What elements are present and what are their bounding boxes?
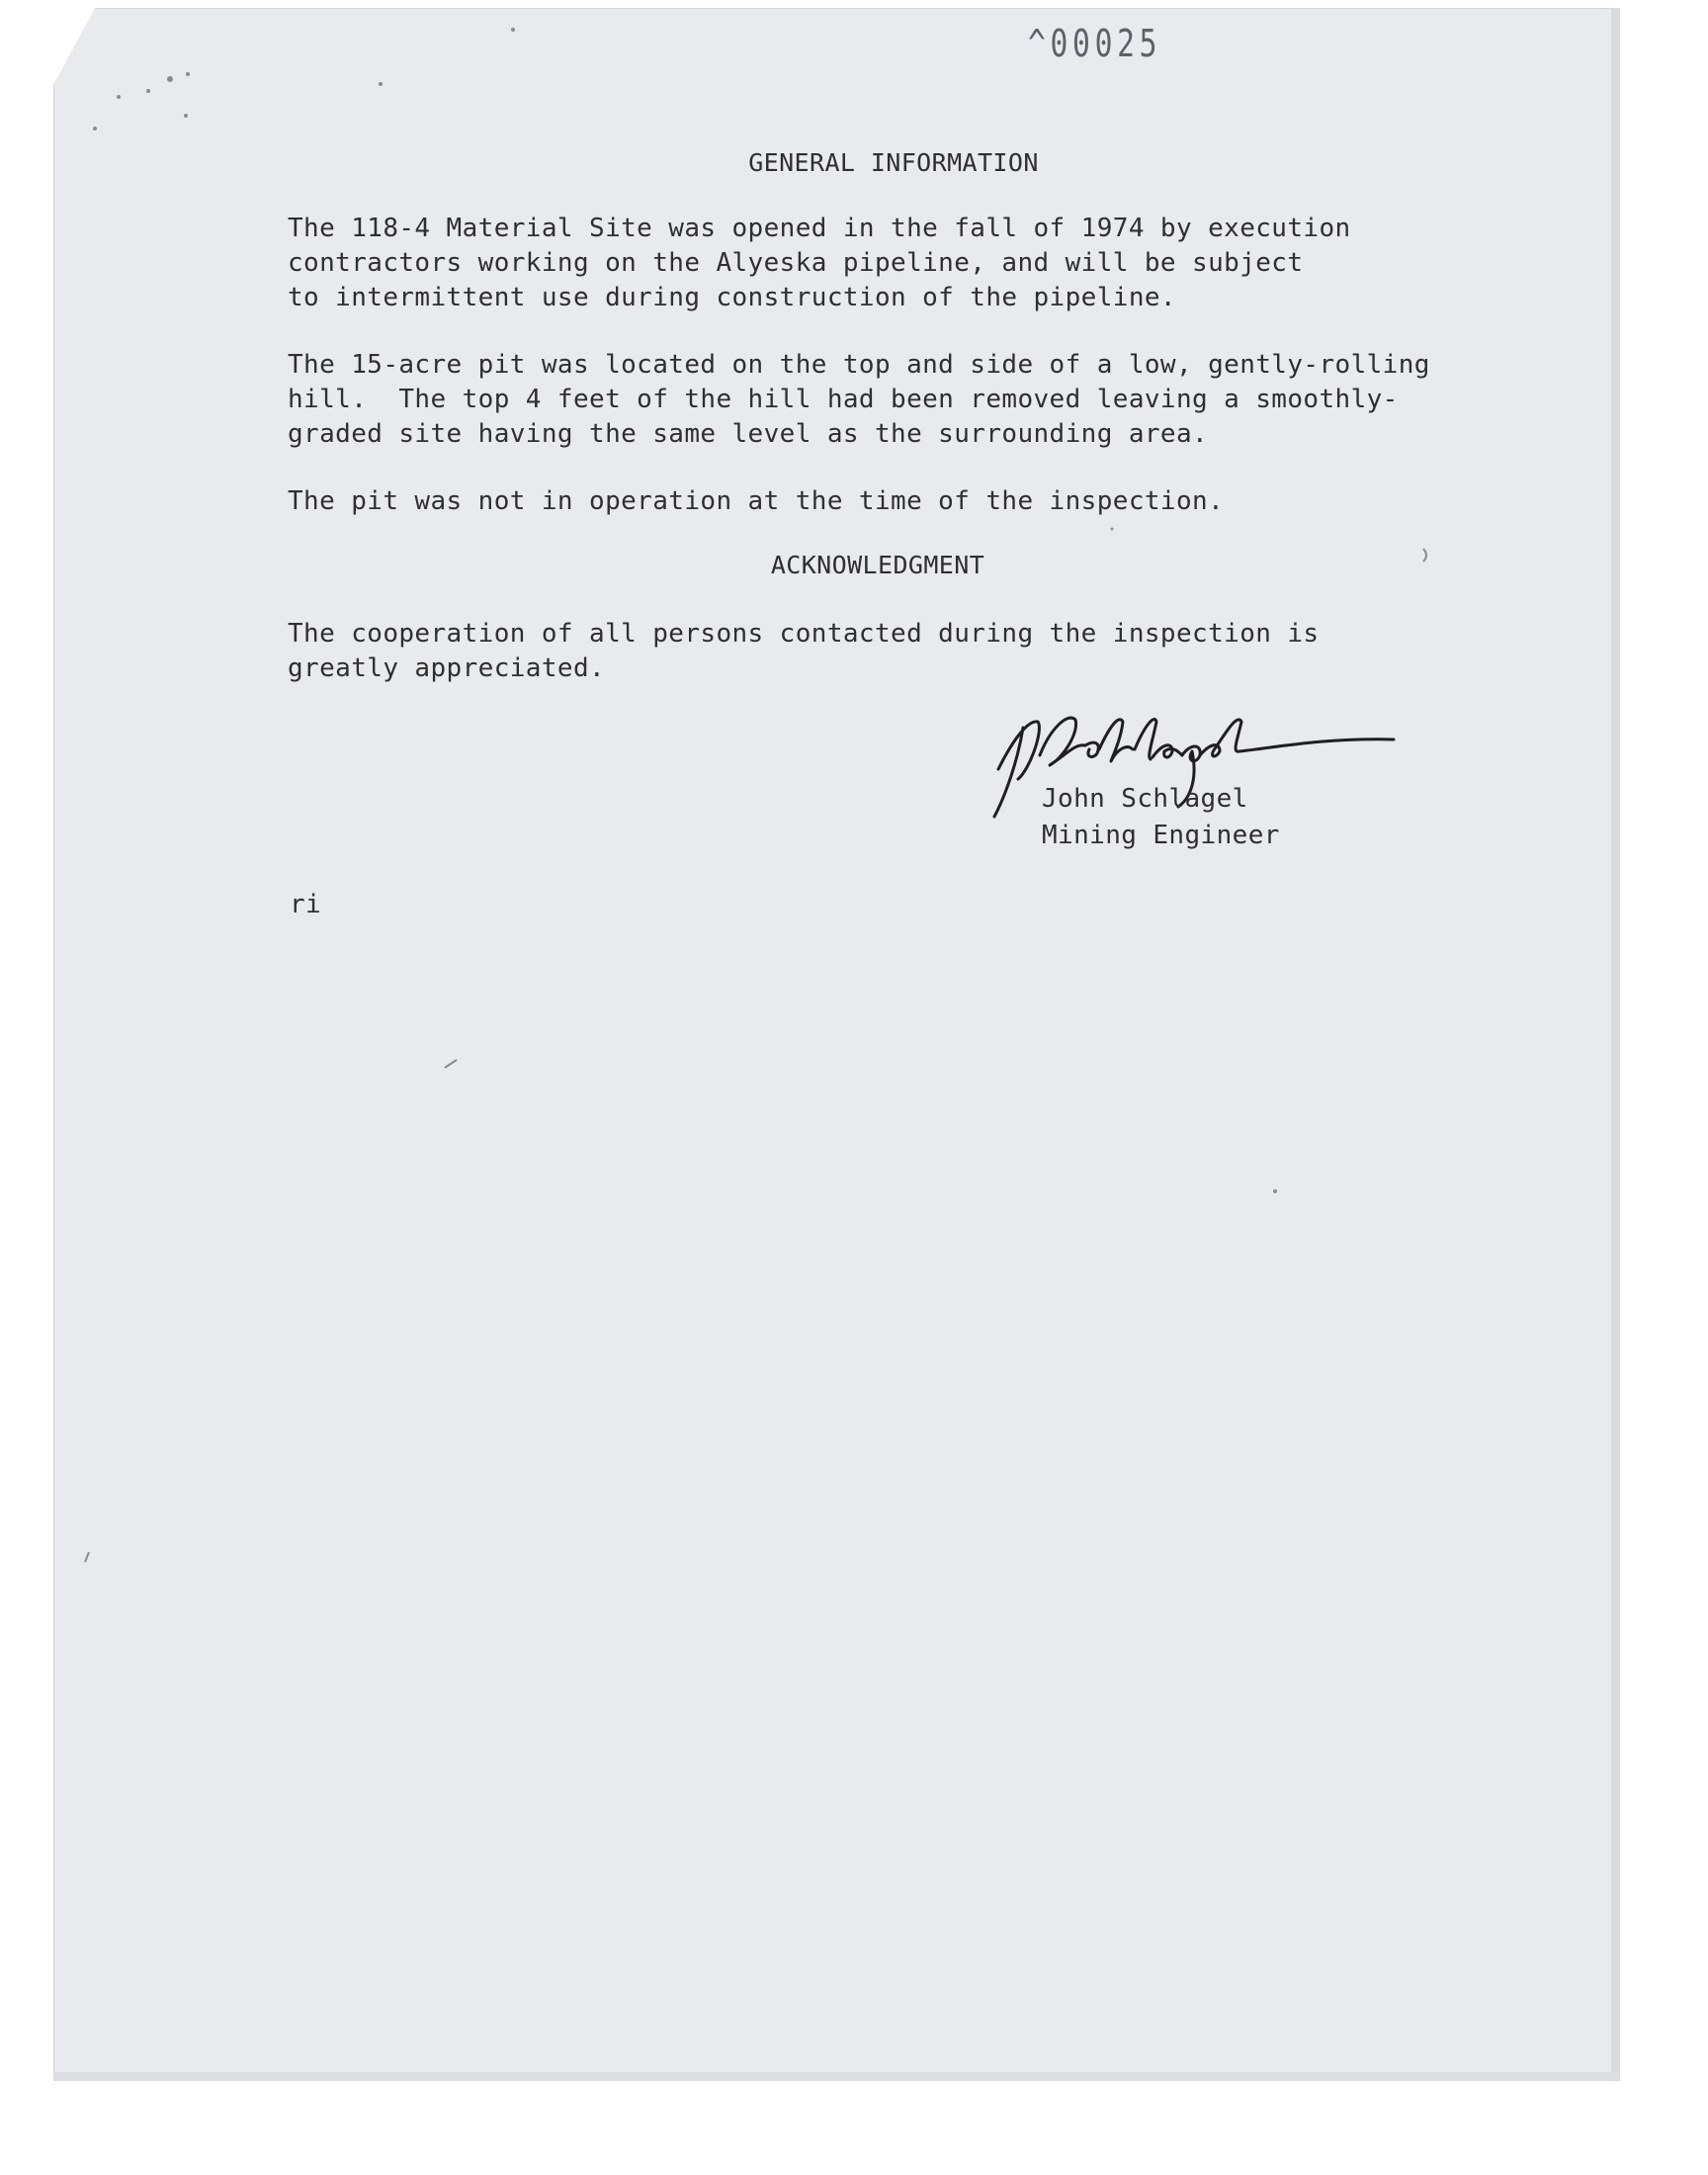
paragraph-site-opening: The 118-4 Material Site was opened in the fall of 1974 by execution contractors working on the Alyeska pipeline, and will be subject to intermittent use during construction of the pipeline. bbox=[288, 214, 1351, 312]
signature-block bbox=[1042, 781, 1280, 854]
paragraph-pit-location: The 15-acre pit was located on the top and side of a low, gently-rolling hill. The top 4 feet of the hill had been removed leaving a smoothly- graded site having the same level as the surrounding area. bbox=[288, 350, 1430, 449]
heading-acknowledgment: ACKNOWLEDGMENT bbox=[770, 551, 985, 579]
paper-right-edge bbox=[1611, 8, 1620, 2081]
signer-title: Mining Engineer bbox=[1042, 821, 1280, 850]
signer-name: John Schlagel bbox=[1042, 784, 1248, 814]
page-number-stamp: ^00025 bbox=[1028, 22, 1162, 65]
typist-initials: ri bbox=[290, 890, 322, 919]
paragraph-pit-status: The pit was not in operation at the time of the inspection. bbox=[288, 486, 1225, 516]
paper-sheet bbox=[53, 8, 1620, 2081]
paragraph-acknowledgment: The cooperation of all persons contacted during the inspection is greatly appreciated. bbox=[288, 619, 1320, 683]
heading-general-information: GENERAL INFORMATION bbox=[748, 148, 1039, 177]
paper-bottom-edge bbox=[53, 2072, 1620, 2081]
